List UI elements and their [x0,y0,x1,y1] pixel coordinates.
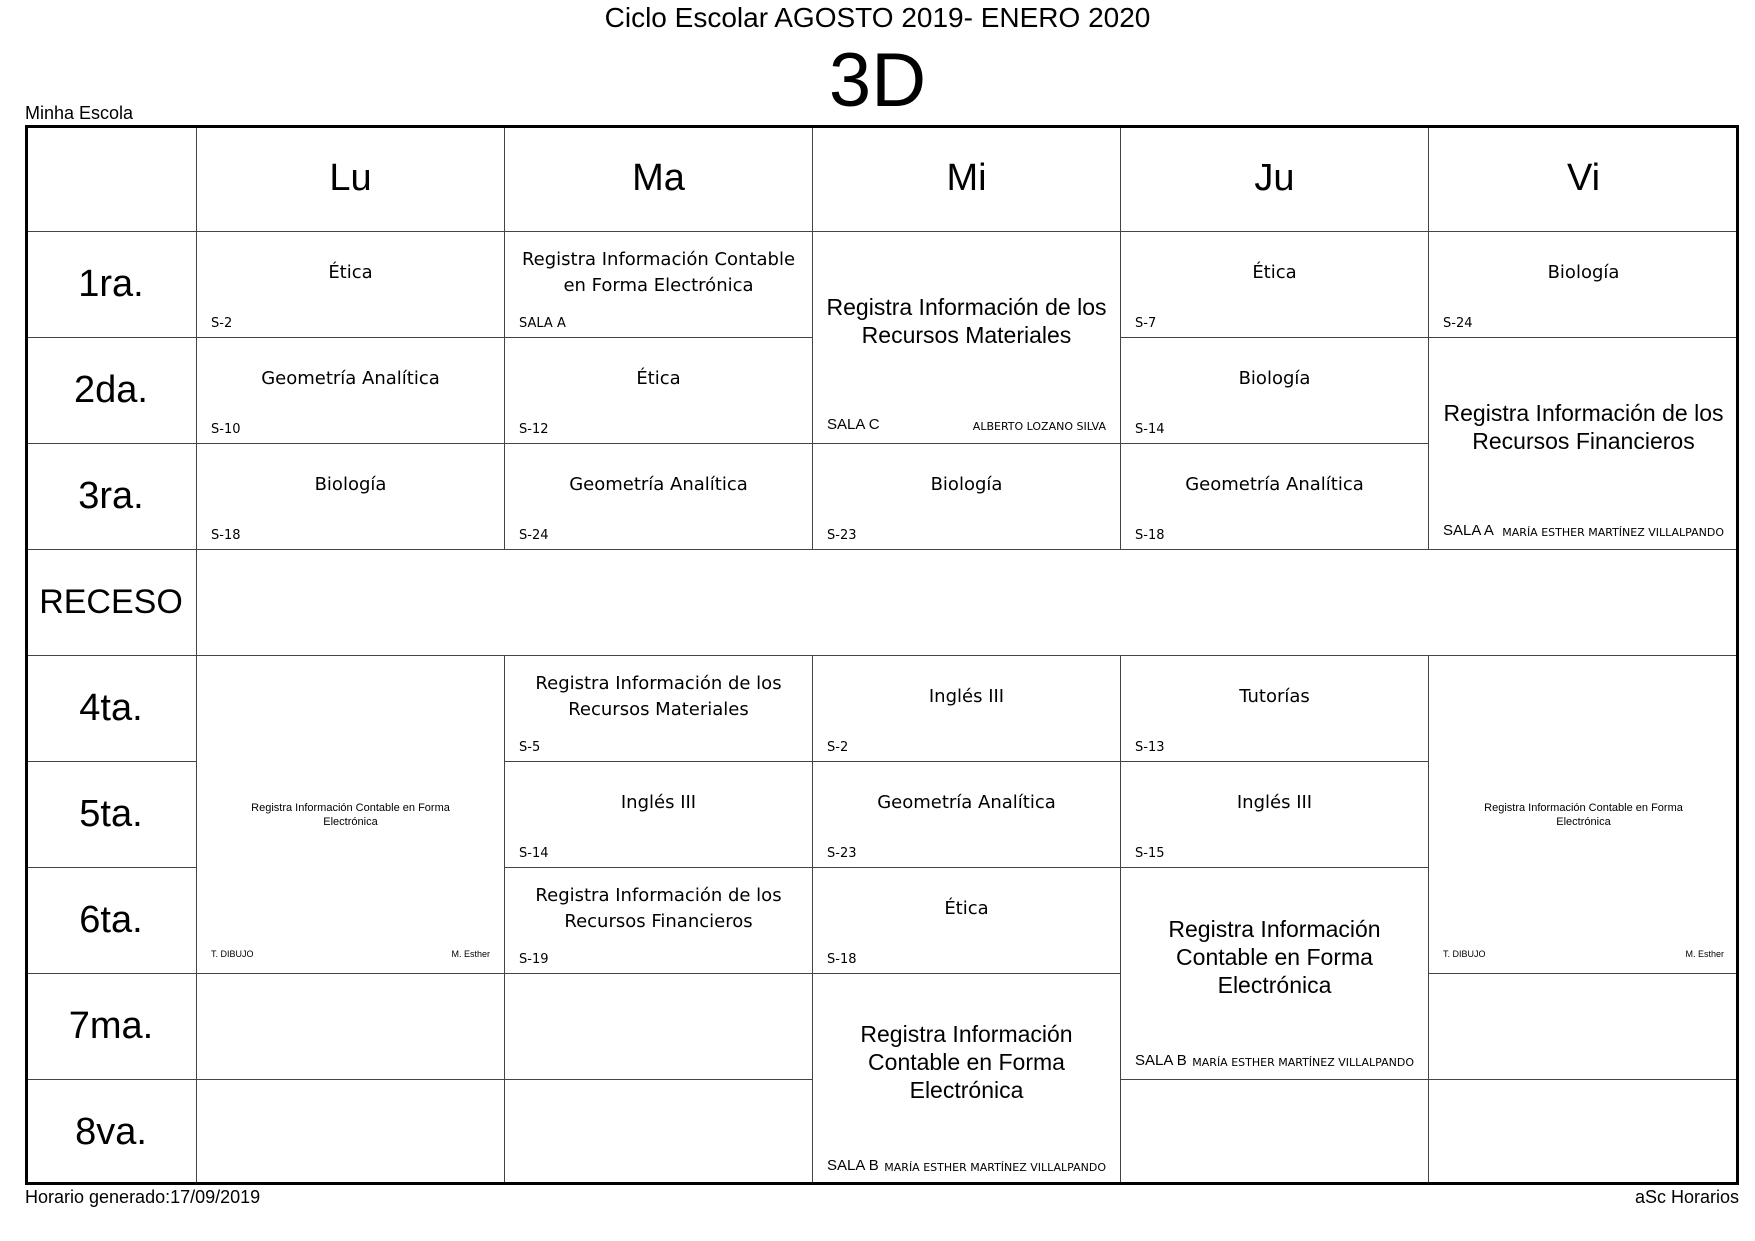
lesson-room: T. DIBUJO [211,949,254,959]
empty-cell [1428,1079,1739,1185]
lesson-room: S-15 [1135,846,1165,861]
lesson-subject: Inglés III [928,686,1005,707]
lesson-room: SALA B [1135,1052,1187,1069]
generated-date: Horario generado:17/09/2019 [25,1187,261,1207]
lesson-cell [196,443,505,550]
lesson-subject: Registra Información de los Recursos Financieros [535,885,782,932]
school-name: Minha Escola [25,103,134,123]
lesson-subject: Registra Información de los Recursos Materiales [535,673,782,720]
lesson-cell [812,231,1121,444]
lesson-subject: Biología [1547,262,1620,283]
lesson-subject: Registra Información Contable en Forma Electrónica [251,801,450,828]
lesson-cell [1120,655,1429,762]
vendor-name: aSc Horarios [1634,1187,1739,1207]
corner-cell [25,125,197,232]
lesson-room: S-24 [1443,316,1473,331]
day-header-lu: Lu [196,125,505,232]
lesson-subject: Geometría Analítica [569,474,748,495]
lesson-teacher: MARÍA ESTHER MARTÍNEZ VILLALPANDO [1192,1056,1414,1069]
lesson-room: S-18 [827,952,857,967]
class-title: 3D [828,38,927,123]
lesson-subject: Inglés III [1236,792,1313,813]
lesson-teacher: MARÍA ESTHER MARTÍNEZ VILLALPANDO [884,1161,1106,1174]
lesson-subject: Ética [636,368,681,389]
lesson-cell [1120,231,1429,338]
lesson-cell [812,973,1121,1185]
period-label-5: 5ta. [25,761,197,868]
lesson-room: SALA B [827,1157,879,1174]
lesson-teacher: M. Esther [1685,949,1724,959]
lesson-cell [812,655,1121,762]
lesson-cell [504,655,813,762]
lesson-cell [196,655,505,974]
empty-cell [196,973,505,1080]
lesson-cell [1120,443,1429,550]
lesson-room: S-14 [1135,422,1165,437]
cycle-title: Ciclo Escolar AGOSTO 2019- ENERO 2020 [604,2,1151,33]
lesson-subject: Geometría Analítica [261,368,440,389]
lesson-cell [1428,337,1739,550]
lesson-cell [504,443,813,550]
lesson-subject: Geometría Analítica [877,792,1056,813]
lesson-room: S-19 [519,952,549,967]
lesson-room: S-18 [211,528,241,543]
lesson-room: T. DIBUJO [1443,949,1486,959]
empty-cell [504,1079,813,1185]
lesson-room: S-12 [519,422,549,437]
empty-cell [1428,973,1739,1080]
lesson-cell [1120,337,1429,444]
lesson-cell [812,443,1121,550]
lesson-cell [196,337,505,444]
lesson-room: S-14 [519,846,549,861]
empty-cell [1120,1079,1429,1185]
lesson-subject: Registra Información de los Recursos Financieros [1443,399,1724,454]
lesson-room: S-5 [519,740,541,755]
lesson-room: SALA A [1443,522,1494,539]
lesson-cell [1428,231,1739,338]
empty-cell [196,1079,505,1185]
lesson-cell [196,231,505,338]
lesson-cell [1428,655,1739,974]
lesson-room: S-7 [1135,316,1157,331]
period-label-3: 3ra. [25,443,197,550]
lesson-cell [504,231,813,338]
lesson-room: S-2 [827,740,849,755]
lesson-subject: Geometría Analítica [1185,474,1364,495]
period-label-2: 2da. [25,337,197,444]
lesson-room: S-24 [519,528,549,543]
period-label-6: 6ta. [25,867,197,974]
period-label-4: 4ta. [25,655,197,762]
period-label-8: 8va. [25,1079,197,1185]
period-label-recess: RECESO [25,549,197,656]
lesson-subject: Registra Información Contable en Forma Electrónica [521,249,796,296]
lesson-subject: Biología [314,474,387,495]
lesson-cell [504,761,813,868]
lesson-cell [1120,867,1429,1080]
timetable-grid [25,125,1739,1185]
day-header-ma: Ma [504,125,813,232]
lesson-subject: Ética [1252,262,1297,283]
lesson-subject: Inglés III [620,792,697,813]
lesson-room: S-23 [827,528,857,543]
day-header-ju: Ju [1120,125,1429,232]
lesson-cell [504,867,813,974]
lesson-subject: Registra Información Contable en Forma Electrónica [1168,915,1381,998]
lesson-teacher: MARÍA ESTHER MARTÍNEZ VILLALPANDO [1502,526,1724,539]
lesson-subject: Ética [328,262,373,283]
lesson-room: SALA A [519,316,566,331]
lesson-subject: Biología [930,474,1003,495]
day-header-mi: Mi [812,125,1121,232]
lesson-room: S-10 [211,422,241,437]
lesson-subject: Tutorías [1239,686,1310,707]
lesson-room: S-18 [1135,528,1165,543]
lesson-cell [812,761,1121,868]
lesson-subject: Ética [944,898,989,919]
lesson-room: SALA C [827,416,880,433]
period-label-7: 7ma. [25,973,197,1080]
lesson-subject: Registra Información Contable en Forma Electrónica [1484,801,1683,828]
lesson-room: S-13 [1135,740,1165,755]
lesson-teacher: M. Esther [451,949,490,959]
lesson-subject: Biología [1238,368,1311,389]
lesson-cell [1120,761,1429,868]
recess-band [196,549,1739,656]
period-label-1: 1ra. [25,231,197,338]
lesson-subject: Registra Información Contable en Forma Electrónica [860,1021,1073,1103]
lesson-cell [504,337,813,444]
empty-cell [504,973,813,1080]
day-header-vi: Vi [1428,125,1739,232]
lesson-cell [812,867,1121,974]
lesson-subject: Registra Información de los Recursos Materiales [826,293,1107,348]
lesson-room: S-2 [211,316,233,331]
lesson-room: S-23 [827,846,857,861]
lesson-teacher: ALBERTO LOZANO SILVA [972,420,1106,433]
